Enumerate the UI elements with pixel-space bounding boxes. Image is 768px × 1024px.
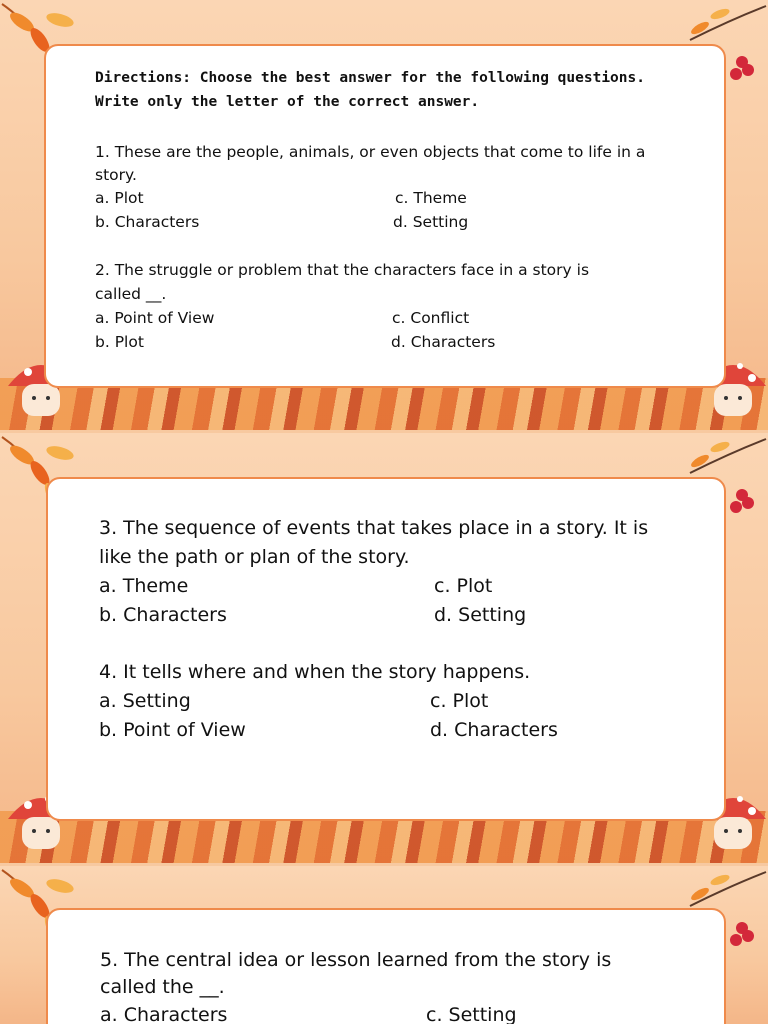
option-a: a. Theme bbox=[99, 575, 189, 597]
worksheet-page-1 bbox=[0, 0, 768, 430]
option-a: a. Plot bbox=[95, 189, 144, 207]
option-c: c. Theme bbox=[395, 189, 467, 207]
option-c: c. Conflict bbox=[392, 309, 470, 327]
option-a: a. Characters bbox=[100, 1004, 228, 1024]
option-b: b. Point of View bbox=[99, 719, 246, 741]
question-1-text: 1. These are the people, animals, or even objects that come to life in a bbox=[95, 143, 646, 161]
directions-line-2: Write only the letter of the correct answer. bbox=[95, 94, 480, 110]
question-4-text: 4. It tells where and when the story happens. bbox=[99, 661, 531, 683]
question-2-text: 2. The struggle or problem that the characters face in a story is bbox=[95, 261, 590, 279]
question-5-text: 5. The central idea or lesson learned from the story is bbox=[100, 949, 612, 971]
question-2-text-cont: called __. bbox=[95, 285, 167, 303]
question-3-text-cont: like the path or plan of the story. bbox=[99, 546, 410, 568]
option-c: c. Plot bbox=[434, 575, 493, 597]
option-d: d. Setting bbox=[434, 604, 527, 626]
option-d: d. Characters bbox=[430, 719, 558, 741]
option-b: b. Plot bbox=[95, 333, 144, 351]
option-d: d. Setting bbox=[393, 213, 469, 231]
question-3-text: 3. The sequence of events that takes place in a story. It is bbox=[99, 517, 649, 539]
question-1-text-cont: story. bbox=[95, 166, 137, 184]
option-b: b. Characters bbox=[99, 604, 227, 626]
question-5-text-cont: called the __. bbox=[100, 976, 225, 998]
option-a: a. Point of View bbox=[95, 309, 215, 327]
worksheet-page-3 bbox=[0, 866, 768, 1024]
worksheet-page-2 bbox=[0, 433, 768, 863]
option-a: a. Setting bbox=[99, 690, 191, 712]
directions-line-1: Directions: Choose the best answer for the following questions. bbox=[95, 70, 645, 86]
option-c: c. Setting bbox=[426, 1004, 517, 1024]
option-d: d. Characters bbox=[391, 333, 496, 351]
option-b: b. Characters bbox=[95, 213, 200, 231]
option-c: c. Plot bbox=[430, 690, 489, 712]
